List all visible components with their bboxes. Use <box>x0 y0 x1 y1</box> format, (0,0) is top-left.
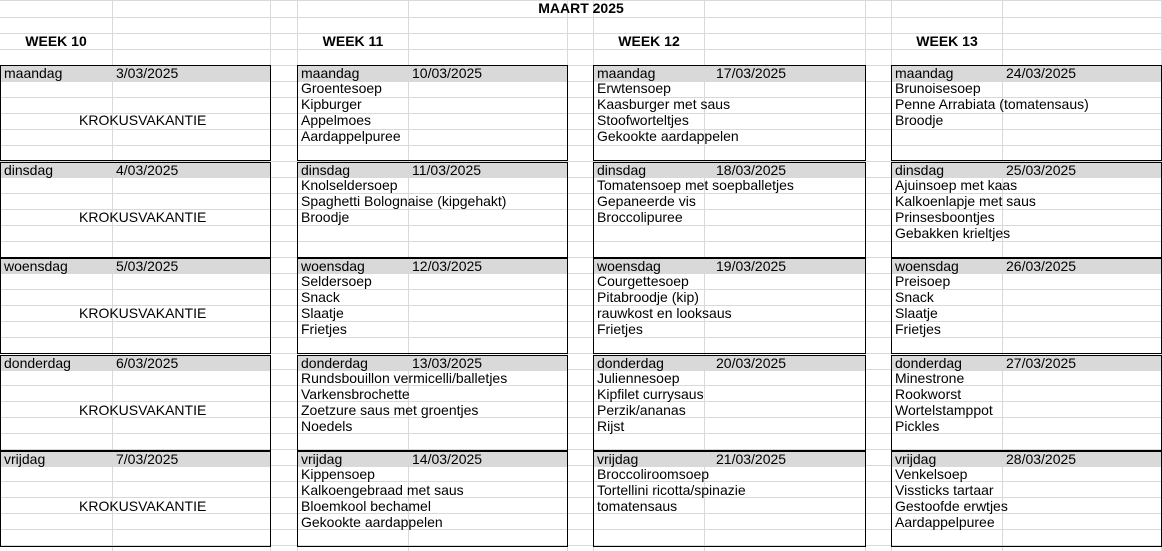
day-header <box>892 259 1161 274</box>
day-header <box>892 163 1161 178</box>
day-date: 24/03/2025 <box>1006 65 1077 81</box>
day-date: 3/03/2025 <box>116 65 179 81</box>
meal-item: Broodje <box>301 209 350 225</box>
day-date: 12/03/2025 <box>412 258 483 274</box>
week-11-block <box>297 65 568 548</box>
meal-item: Gepaneerde vis <box>597 193 696 209</box>
meal-item: Slaatje <box>895 305 938 321</box>
meal-item: Rundsbouillon vermicelli/balletjes <box>301 370 508 386</box>
day-header <box>892 452 1161 467</box>
day-block <box>891 355 1162 451</box>
day-date: 26/03/2025 <box>1006 258 1077 274</box>
meal-item: Aardappelpuree <box>301 128 401 144</box>
day-name: woensdag <box>301 258 365 274</box>
day-name: vrijdag <box>301 451 343 467</box>
day-date: 18/03/2025 <box>716 162 787 178</box>
day-date: 21/03/2025 <box>716 451 787 467</box>
day-block <box>0 355 271 451</box>
meal-item: Perzik/ananas <box>597 402 686 418</box>
day-date: 20/03/2025 <box>716 355 787 371</box>
day-name: dinsdag <box>895 162 945 178</box>
day-header <box>594 356 865 371</box>
day-date: 11/03/2025 <box>412 162 482 178</box>
day-date: 28/03/2025 <box>1006 451 1077 467</box>
day-header <box>298 163 567 178</box>
meal-item: Kippensoep <box>301 466 375 482</box>
meal-item: Broodje <box>895 112 944 128</box>
holiday-note: KROKUSVAKANTIE <box>79 498 207 514</box>
day-date: 5/03/2025 <box>116 258 179 274</box>
meal-item: Tomatensoep met soepballetjes <box>597 177 794 193</box>
meal-item: Juliennesoep <box>597 370 680 386</box>
day-header <box>1 356 270 371</box>
day-block <box>0 65 271 161</box>
meal-item: Varkensbrochette <box>301 386 410 402</box>
meal-item: tomatensaus <box>597 498 678 514</box>
meal-item: Ajuinsoep met kaas <box>895 177 1018 193</box>
meal-item: Knolseldersoep <box>301 177 398 193</box>
week-13-header: WEEK 13 <box>916 33 978 49</box>
meal-item: Groentesoep <box>301 80 382 96</box>
meal-item: Broccoliroomsoep <box>597 466 710 482</box>
week-10-header: WEEK 10 <box>25 33 87 49</box>
meal-item: Gekookte aardappelen <box>301 514 443 530</box>
day-block <box>0 451 271 547</box>
meal-item: Kipfilet currysaus <box>597 386 704 402</box>
day-header <box>298 356 567 371</box>
day-name: dinsdag <box>4 162 54 178</box>
meal-item: Rookworst <box>895 386 962 402</box>
meal-item: Pickles <box>895 418 940 434</box>
meal-item: Spaghetti Bolognaise (kipgehakt) <box>301 193 507 209</box>
meal-item: Kalkoengebraad met saus <box>301 482 464 498</box>
day-block <box>297 451 568 547</box>
day-header <box>298 452 567 467</box>
day-header <box>892 356 1161 371</box>
meal-item: Frietjes <box>895 321 941 337</box>
day-date: 4/03/2025 <box>116 162 179 178</box>
meal-item: Frietjes <box>597 321 643 337</box>
meal-item: Courgettesoep <box>597 273 689 289</box>
day-header <box>1 66 270 81</box>
meal-item: Seldersoep <box>301 273 372 289</box>
meal-item: Snack <box>301 289 340 305</box>
day-block <box>0 258 271 354</box>
day-date: 7/03/2025 <box>116 451 179 467</box>
day-name: donderdag <box>895 355 962 371</box>
day-name: woensdag <box>895 258 959 274</box>
day-block <box>593 65 866 161</box>
day-name: vrijdag <box>4 451 46 467</box>
day-header <box>298 66 567 81</box>
day-header <box>594 66 865 81</box>
day-name: vrijdag <box>597 451 639 467</box>
day-block <box>593 355 866 451</box>
day-header <box>594 452 865 467</box>
week-11-header: WEEK 11 <box>322 33 384 49</box>
meal-item: Kaasburger met saus <box>597 96 731 112</box>
holiday-note: KROKUSVAKANTIE <box>79 305 207 321</box>
day-block <box>297 65 568 161</box>
day-block <box>593 451 866 547</box>
day-date: 6/03/2025 <box>116 355 179 371</box>
day-header <box>1 259 270 274</box>
day-name: woensdag <box>597 258 661 274</box>
day-name: maandag <box>301 65 360 81</box>
day-block <box>891 65 1162 161</box>
meal-item: Minestrone <box>895 370 965 386</box>
meal-item: Bloemkool bechamel <box>301 498 431 514</box>
day-block <box>297 355 568 451</box>
holiday-note: KROKUSVAKANTIE <box>79 112 207 128</box>
day-block <box>593 162 866 258</box>
day-header <box>594 163 865 178</box>
week-12-block <box>593 65 866 548</box>
day-name: vrijdag <box>895 451 937 467</box>
day-block <box>891 451 1162 547</box>
meal-item: Zoetzure saus met groentjes <box>301 402 479 418</box>
day-name: maandag <box>597 65 656 81</box>
meal-item: Frietjes <box>301 321 347 337</box>
meal-item: Stoofworteltjes <box>597 112 689 128</box>
day-name: maandag <box>895 65 954 81</box>
day-header <box>1 452 270 467</box>
day-header <box>892 66 1161 81</box>
meal-item: Erwtensoep <box>597 80 671 96</box>
meal-item: Kipburger <box>301 96 362 112</box>
day-name: woensdag <box>4 258 68 274</box>
meal-item: Appelmoes <box>301 112 372 128</box>
day-date: 27/03/2025 <box>1006 355 1077 371</box>
day-block <box>297 162 568 258</box>
meal-item: Aardappelpuree <box>895 514 995 530</box>
day-date: 19/03/2025 <box>716 258 787 274</box>
grid-row-line <box>0 17 1162 18</box>
page-title: MAART 2025 <box>538 0 624 16</box>
day-name: maandag <box>4 65 63 81</box>
day-block <box>593 258 866 354</box>
meal-item: Broccolipuree <box>597 209 683 225</box>
day-header <box>594 259 865 274</box>
day-name: dinsdag <box>597 162 647 178</box>
meal-item: Rijst <box>597 418 625 434</box>
day-name: dinsdag <box>301 162 351 178</box>
meal-item: Snack <box>895 289 934 305</box>
meal-item: Noedels <box>301 418 353 434</box>
meal-item: Gebakken krieltjes <box>895 225 1011 241</box>
meal-item: Kalkoenlapje met saus <box>895 193 1036 209</box>
day-name: donderdag <box>301 355 368 371</box>
day-date: 17/03/2025 <box>716 65 787 81</box>
week-13-block <box>891 65 1162 548</box>
day-block <box>891 258 1162 354</box>
meal-item: Pitabroodje (kip) <box>597 289 699 305</box>
day-date: 14/03/2025 <box>412 451 483 467</box>
day-date: 10/03/2025 <box>412 65 483 81</box>
day-block <box>0 162 271 258</box>
meal-item: Gestoofde erwtjes <box>895 498 1008 514</box>
grid-row-line <box>0 49 1162 50</box>
meal-item: Gekookte aardappelen <box>597 128 739 144</box>
day-block <box>297 258 568 354</box>
holiday-note: KROKUSVAKANTIE <box>79 209 207 225</box>
week-12-header: WEEK 12 <box>618 33 680 49</box>
day-header <box>1 163 270 178</box>
meal-item: Venkelsoep <box>895 466 968 482</box>
meal-item: Penne Arrabiata (tomatensaus) <box>895 96 1089 112</box>
meal-item: Preisoep <box>895 273 951 289</box>
meal-item: Wortelstamppot <box>895 402 993 418</box>
meal-item: Tortellini ricotta/spinazie <box>597 482 746 498</box>
meal-item: Slaatje <box>301 305 344 321</box>
day-date: 25/03/2025 <box>1006 162 1077 178</box>
meal-item: Vissticks tartaar <box>895 482 994 498</box>
day-name: donderdag <box>597 355 664 371</box>
holiday-note: KROKUSVAKANTIE <box>79 402 207 418</box>
day-header <box>298 259 567 274</box>
day-block <box>891 162 1162 258</box>
meal-item: rauwkost en looksaus <box>597 305 732 321</box>
week-10-block <box>0 65 271 548</box>
day-name: donderdag <box>4 355 71 371</box>
meal-item: Prinsesboontjes <box>895 209 995 225</box>
day-date: 13/03/2025 <box>412 355 483 371</box>
meal-item: Brunoisesoep <box>895 80 981 96</box>
